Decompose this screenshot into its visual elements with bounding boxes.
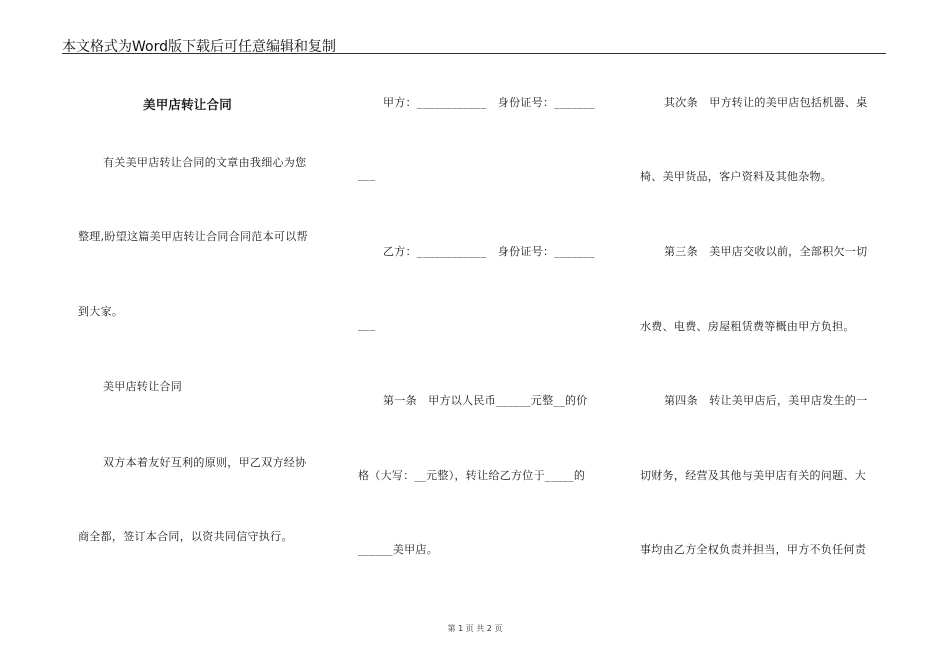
article-2-line-1: 其次条 甲方转让的美甲店包括机器、桌 [664,96,868,109]
article-3-line-1: 第三条 美甲店交收以前，全部积欠一切 [664,245,868,258]
document-header: 本文格式为Word版下载后可任意编辑和复制 [62,39,336,55]
party-b-line-cont: ___ [358,318,376,331]
party-b-line: 乙方：____________ 身份证号：_______ [383,245,595,258]
party-a-line-cont: ___ [358,168,376,181]
preamble-line-2: 商全都，签订本合同，以资共同信守执行。 [78,530,293,543]
document-title: 美甲店转让合同 [143,97,232,112]
header-divider [62,53,886,54]
article-1-line-2: 格（大写：__元整），转让给乙方位于_____的 [358,469,586,482]
preamble-line-1: 双方本着友好互利的原则，甲乙双方经协 [103,456,307,469]
article-1-line-1: 第一条 甲方以人民币______元整__的价 [383,394,588,407]
article-4-line-1: 第四条 转让美甲店后，美甲店发生的一 [664,394,868,407]
intro-line-3: 到大家。 [78,305,124,318]
article-4-line-3: 事均由乙方全权负责并担当，甲方不负任何责 [640,543,866,556]
party-a-line: 甲方：____________ 身份证号：_______ [383,96,595,109]
intro-line-2: 整理,盼望这篇美甲店转让合同合同范本可以帮 [78,230,308,243]
article-3-line-2: 水费、电费、房屋租赁费等概由甲方负担。 [640,320,855,333]
article-1-line-3: ______美甲店。 [358,543,438,556]
page-number: 第 1 页 共 2 页 [447,624,503,633]
contract-subtitle: 美甲店转让合同 [103,380,183,393]
article-4-line-2: 切财务，经营及其他与美甲店有关的问题、大 [640,469,866,482]
intro-line-1: 有关美甲店转让合同的文章由我细心为您 [103,156,307,169]
article-2-line-2: 椅、美甲货品，客户资料及其他杂物。 [640,170,833,183]
